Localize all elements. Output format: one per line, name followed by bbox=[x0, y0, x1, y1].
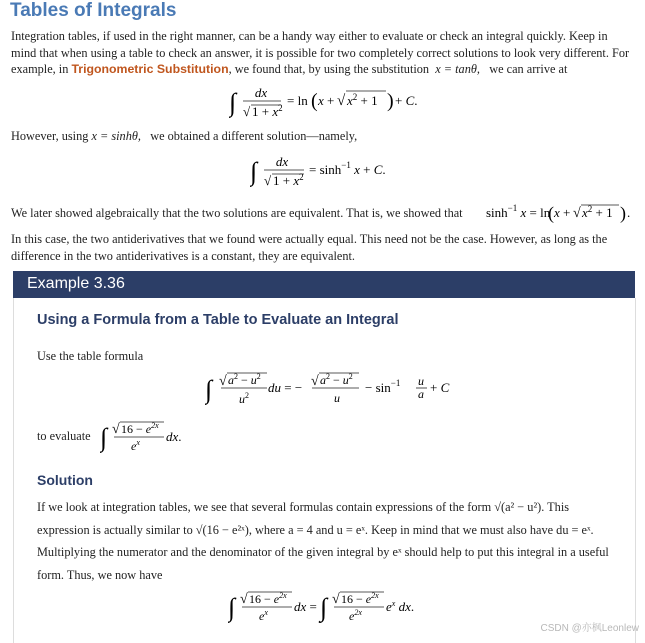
svg-text:√: √ bbox=[337, 93, 346, 109]
to-evaluate-text: to evaluate bbox=[37, 429, 91, 443]
svg-text:16 − e2x: $16 - e^{2x}$ bbox=[249, 591, 287, 606]
svg-text:= sinh−1 x + C.: = $\sinh^{-1} x + C$. bbox=[309, 160, 386, 177]
svg-text:+ C.: + C. bbox=[395, 93, 418, 108]
svg-text:∫: ∫ bbox=[320, 593, 328, 622]
trig-substitution-link[interactable]: Trigonometric Substitution bbox=[71, 62, 229, 76]
svg-text:u2: $u^2$ bbox=[239, 391, 249, 406]
svg-text:√: √ bbox=[573, 206, 581, 221]
svg-text:a2 − u2: $a^2 - u^2$ bbox=[320, 372, 353, 387]
svg-text:dx: dx bbox=[254, 85, 268, 100]
svg-text:dx: dx bbox=[275, 154, 289, 169]
svg-text:(: ( bbox=[311, 90, 318, 112]
svg-text:√: √ bbox=[240, 592, 248, 607]
equivalence-paragraph: We later showed algebraically that the two solutions are equivalent. That is, we showed that bbox=[11, 206, 463, 220]
svg-text:√: √ bbox=[332, 592, 340, 607]
svg-text:ex: $e^x$ bbox=[259, 608, 268, 623]
svg-text:u: u bbox=[334, 391, 340, 405]
svg-text:√: √ bbox=[311, 374, 319, 389]
svg-text:∫: ∫ bbox=[205, 375, 213, 404]
solution-label: Solution bbox=[37, 472, 93, 488]
svg-text:x2 + 1: $x^2 + 1$ bbox=[582, 204, 613, 220]
svg-text:16 − e2x: $16 - e^{2x}$ bbox=[341, 591, 379, 606]
svg-text:u: u bbox=[418, 374, 424, 388]
svg-text:dx =: dx = bbox=[294, 599, 317, 614]
svg-text:√: √ bbox=[219, 374, 227, 389]
svg-text:= ln: = ln bbox=[287, 93, 308, 108]
svg-text:∫: ∫ bbox=[228, 593, 236, 622]
equation-sinh-form bbox=[250, 151, 410, 197]
svg-text:∫: ∫ bbox=[100, 423, 108, 452]
svg-text:a: a bbox=[418, 387, 424, 401]
svg-text:.: . bbox=[627, 205, 631, 220]
page-title: Tables of Integrals bbox=[10, 0, 177, 21]
svg-text:√: √ bbox=[112, 422, 120, 437]
svg-text:16 − e2x: $16 - e^{2x}$ bbox=[121, 421, 159, 436]
svg-text:1 + x2: $1 + x^2$ bbox=[252, 103, 283, 119]
svg-text:ex: $e^x$ bbox=[131, 438, 140, 453]
svg-text:e2x: $e^{2x}$ bbox=[349, 608, 362, 623]
svg-text:+: + bbox=[563, 205, 571, 220]
target-integral bbox=[100, 414, 190, 462]
svg-text:x2 + 1: $x^2 + 1$ bbox=[347, 92, 378, 108]
svg-text:+ C: + C bbox=[430, 380, 450, 395]
svg-text:sinh−1 x = ln: $\sinh^{-1} x = \ln$ bbox=[486, 203, 551, 220]
example-subtitle: Using a Formula from a Table to Evaluate an Integral bbox=[37, 312, 399, 328]
use-table-text: Use the table formula bbox=[37, 349, 144, 363]
table-formula-svg bbox=[205, 368, 455, 412]
final-equation bbox=[228, 584, 428, 634]
svg-text:(: ( bbox=[548, 203, 554, 223]
svg-text:): ) bbox=[620, 203, 626, 223]
sinh-paragraph: However, using x = sinhθ, we obtained a different solution—namely, bbox=[11, 129, 358, 143]
svg-text:): ) bbox=[387, 90, 394, 112]
target-integral-svg bbox=[100, 414, 190, 458]
watermark: CSDN @亦枫Leonlew bbox=[540, 623, 639, 634]
svg-text:ex dx.: $e^x$ dx. bbox=[386, 599, 415, 614]
svg-text:1 + x2: $1 + x^2$ bbox=[273, 172, 304, 188]
equation-sinh-svg bbox=[250, 151, 410, 193]
svg-text:√: √ bbox=[264, 173, 272, 188]
svg-text:x: x bbox=[554, 205, 560, 220]
equation-ln-form bbox=[229, 82, 429, 128]
example-title: Example 3.36 bbox=[27, 275, 125, 292]
equation-sinh-equals-ln-svg bbox=[484, 199, 636, 225]
svg-text:− sin−1: − $\sin^{-1}$ bbox=[365, 378, 401, 395]
svg-text:du = −: du = − bbox=[268, 380, 303, 395]
equation-sinh-equals-ln bbox=[484, 199, 636, 229]
svg-text:+: + bbox=[327, 93, 335, 108]
conclusion-paragraph: In this case, the two antiderivatives that we found were actually equal. This need not be the case. However, as long as the difference in the two antiderivatives is a constant, they are equivalent. bbox=[11, 232, 608, 263]
substitution-tan: x = tanθ, bbox=[435, 62, 480, 76]
solution-paragraph: If we look at integration tables, we see that several formulas contain expressions of the form √(a² − u²). This expression is actually similar to √(16 − e²ˣ), where a = 4 and u = eˣ. Keep in mind that we must also have du = eˣ. Multiplying the numerator and the denominator of the given integral by eˣ should help to put this integral in a useful form. Thus, we now have bbox=[37, 500, 609, 582]
final-equation-svg bbox=[228, 584, 428, 630]
svg-text:dx.: dx. bbox=[166, 429, 182, 444]
table-formula bbox=[205, 368, 455, 416]
svg-text:x: x bbox=[318, 93, 324, 108]
svg-text:∫: ∫ bbox=[250, 157, 258, 186]
equation-ln-svg bbox=[229, 82, 429, 124]
intro-paragraph: Integration tables, if used in the right manner, can be a handy way either to evaluate or check an integral quickly. Keep in mind that when using a table to check an answer, it is possible for two completely correct solutions to look very different. For example, in Trigonometric Substitution, we found that, by using the substitution x = tanθ, we can arrive at bbox=[11, 29, 630, 76]
svg-text:√: √ bbox=[243, 104, 251, 119]
svg-text:a2 − u2: $a^2 - u^2$ bbox=[228, 372, 261, 387]
svg-text:∫: ∫ bbox=[229, 88, 237, 117]
